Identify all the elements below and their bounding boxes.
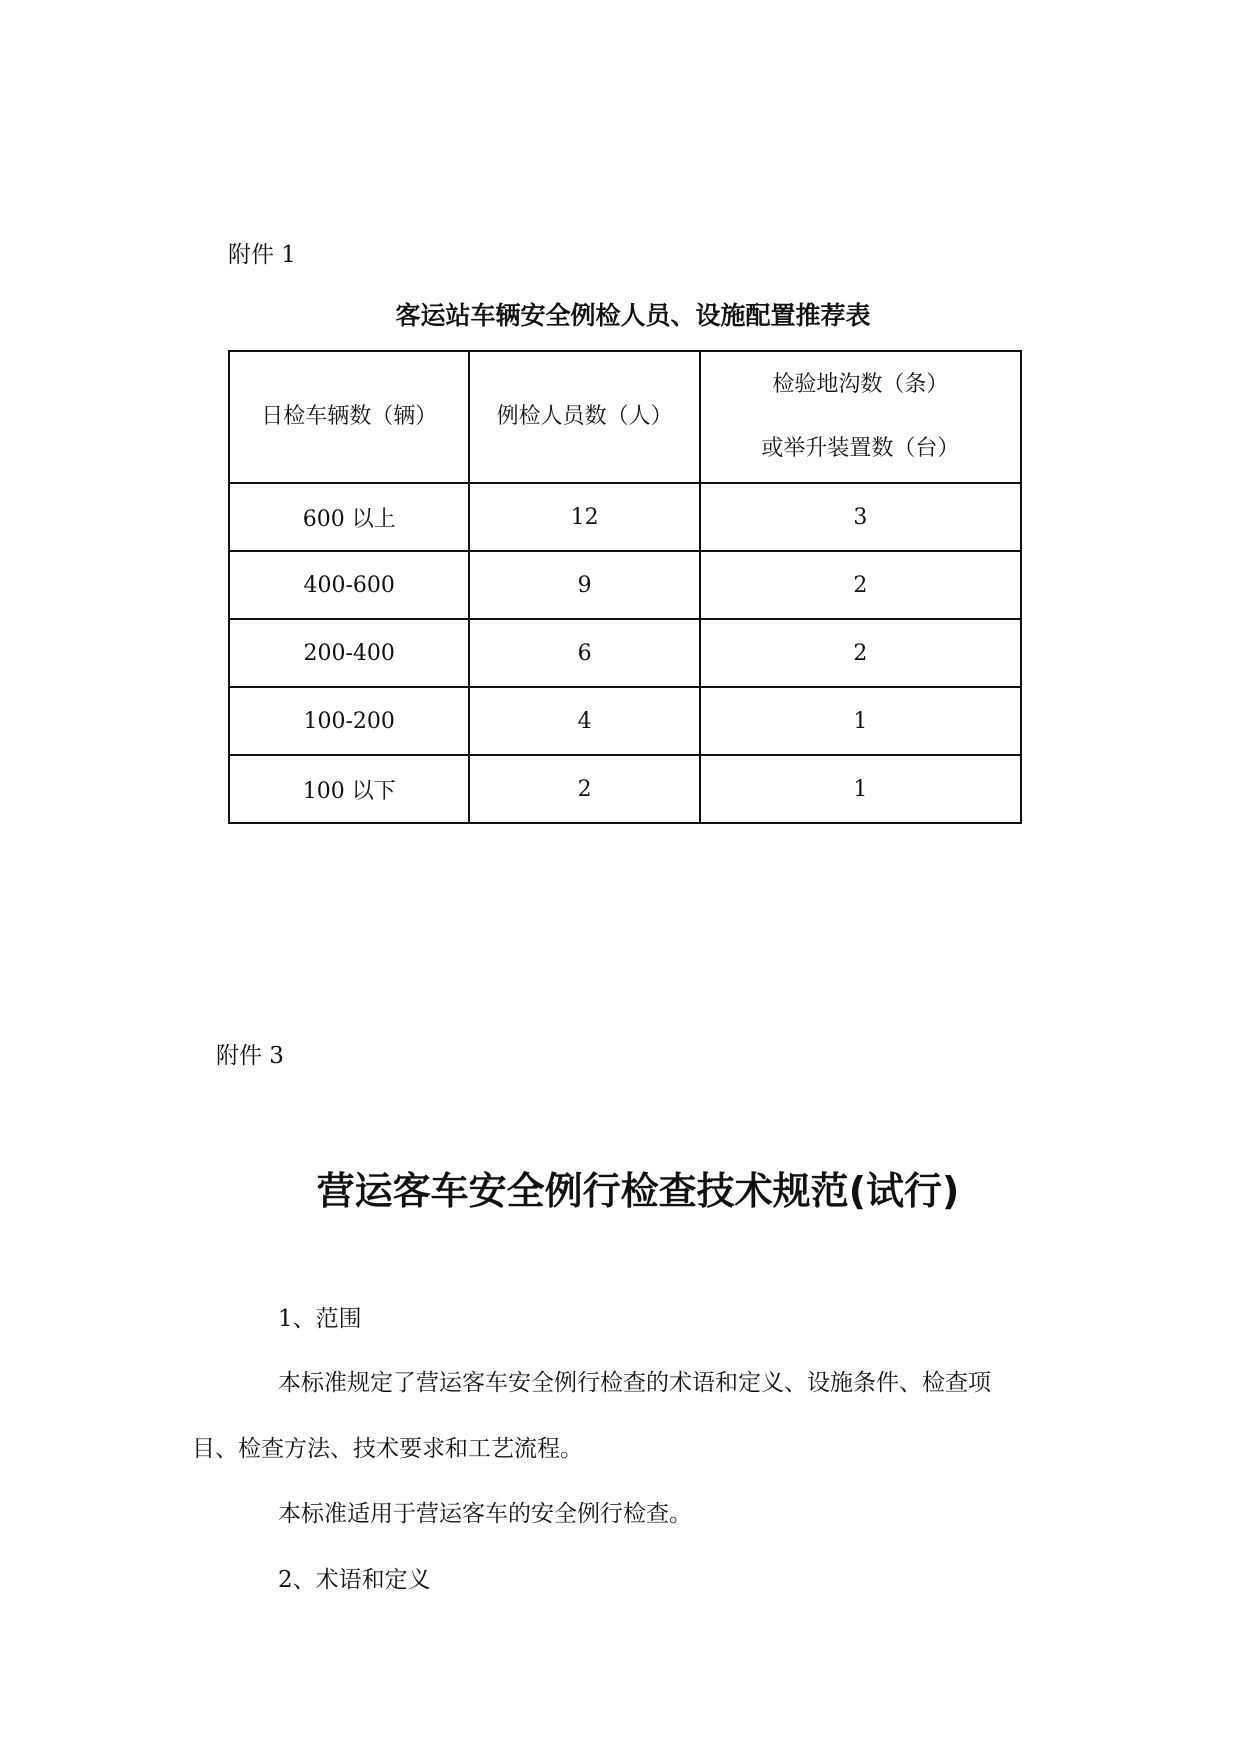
cell: 1 <box>700 687 1021 755</box>
header-pits: 检验地沟数（条） <box>772 372 949 397</box>
header-inspectors: 例检人员数（人） <box>469 351 699 483</box>
cell: 6 <box>469 619 699 687</box>
cell: 600 以上 <box>229 483 469 551</box>
config-table <box>228 350 1022 824</box>
cell: 2 <box>700 619 1021 687</box>
table-row <box>229 483 1021 551</box>
cell: 12 <box>469 483 699 551</box>
cell: 100 以下 <box>229 755 469 823</box>
table-row <box>229 551 1021 619</box>
paragraph-applicability: 本标准适用于营运客车的安全例行检查。 <box>278 1501 692 1527</box>
cell: 2 <box>700 551 1021 619</box>
document-title: 营运客车安全例行检查技术规范(试行) <box>316 1169 960 1213</box>
cell: 3 <box>700 483 1021 551</box>
section-heading-terms: 2、术语和定义 <box>278 1567 431 1593</box>
header-facilities <box>700 351 1021 483</box>
cell: 200-400 <box>229 619 469 687</box>
table-row <box>229 619 1021 687</box>
table-row <box>229 687 1021 755</box>
cell: 4 <box>469 687 699 755</box>
paragraph-scope-line1: 本标准规定了营运客车安全例行检查的术语和定义、设施条件、检查项 <box>278 1370 991 1396</box>
table-row <box>229 755 1021 823</box>
attachment-1-label: 附件 1 <box>228 242 296 268</box>
table-title: 客运站车辆安全例检人员、设施配置推荐表 <box>395 301 871 330</box>
paragraph-scope-line2: 目、检查方法、技术要求和工艺流程。 <box>192 1436 583 1462</box>
cell: 100-200 <box>229 687 469 755</box>
table-header-row <box>229 351 1021 483</box>
header-lifts: 或举升装置数（台） <box>761 436 960 461</box>
cell: 1 <box>700 755 1021 823</box>
cell: 400-600 <box>229 551 469 619</box>
cell: 2 <box>469 755 699 823</box>
header-daily-vehicles: 日检车辆数（辆） <box>229 351 469 483</box>
cell: 9 <box>469 551 699 619</box>
attachment-3-label: 附件 3 <box>216 1043 284 1069</box>
section-heading-scope: 1、范围 <box>278 1306 362 1332</box>
